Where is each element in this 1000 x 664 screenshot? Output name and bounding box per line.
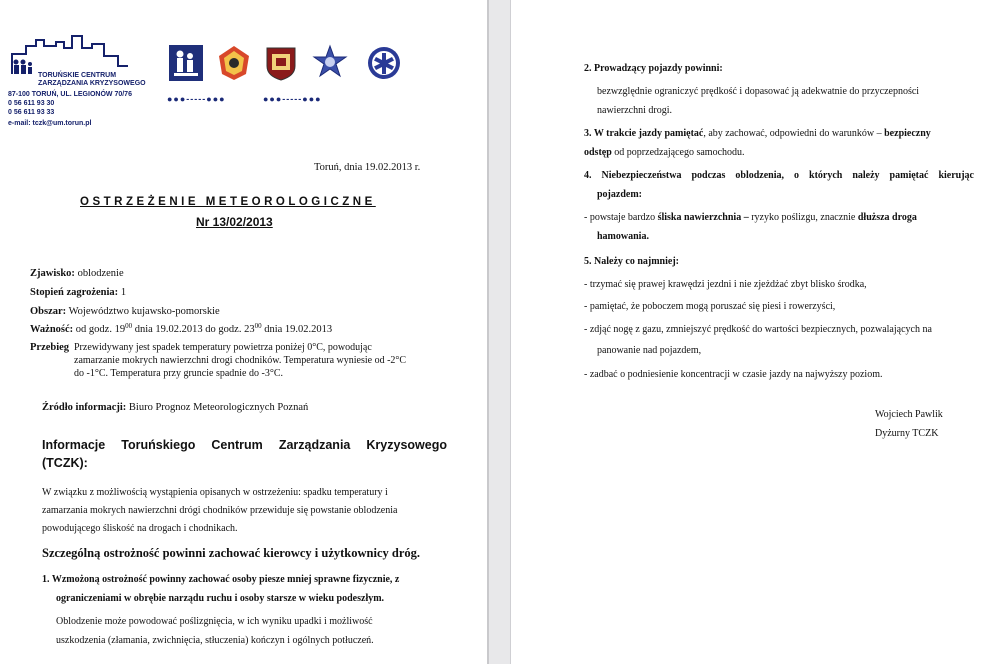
phenomenon-row <box>30 268 124 279</box>
item3-text: , aby zachować, odpowiedni do warunków – <box>703 128 882 139</box>
phone-1: 0 56 611 93 30 <box>8 100 55 107</box>
place-date: Toruń, dnia 19.02.2013 r. <box>314 162 421 173</box>
source-row <box>42 402 308 413</box>
decorative-dots-left: ●●●-----●●● <box>167 94 226 104</box>
item1-line-1: 1. Wzmożoną ostrożność powinny zachować osoby piesze mniej sprawne fizycznie, z <box>42 574 400 585</box>
caution-heading: Szczególną ostrożność powinni zachować kierowcy i użytkownicy dróg. <box>42 546 420 560</box>
area-row <box>30 306 220 317</box>
validity-to-date: dnia 19.02.2013 <box>264 324 333 335</box>
item3-bold-start: 3. W trakcie jazdy pamiętać <box>584 128 704 139</box>
level-label: Stopień zagrożenia: <box>30 287 119 298</box>
tczk-heading-abbrev: (TCZK): <box>42 456 88 470</box>
item2-line-1: bezwzględnie ograniczyć prędkość i dopasować ją adekwatnie do przyczepności <box>597 86 920 97</box>
phenomenon-value: oblodzenie <box>77 268 124 279</box>
item4-bullet-bold2: dłuższa droga <box>857 212 917 223</box>
address: 87-100 TORUŃ, UL. LEGIONÓW 70/76 <box>8 91 132 98</box>
item5-bullet-2: - pamiętać, że poboczem mogą poruszać się piesi i rowerzyści, <box>584 301 836 312</box>
ambulance-star-of-life-icon <box>366 44 402 82</box>
decorative-dots-right: ●●●-----●●● <box>263 94 322 104</box>
document-title: OSTRZEŻENIE METEOROLOGICZNE <box>80 196 376 208</box>
item4-bullet-bold1: śliska nawierzchnia – <box>657 212 749 223</box>
signature-role: Dyżurny TCZK <box>875 428 939 439</box>
document-number: Nr 13/02/2013 <box>196 215 273 229</box>
tczk-heading: Informacje Toruńskiego Centrum Zarządzania Kryzysowego <box>42 438 447 452</box>
item2-heading: 2. Prowadzący pojazdy powinni: <box>584 63 723 74</box>
course-label-text: Przebieg <box>30 342 70 353</box>
item3-bold-end: bezpieczny <box>884 128 931 139</box>
item2-line-2: nawierzchni drogi. <box>597 105 672 116</box>
item5-bullet-1: - trzymać się prawej krawędzi jezdni i nie zjeżdżać zbyt blisko środka, <box>584 279 867 290</box>
item4-line-2: pojazdem: <box>597 189 642 200</box>
course-line-3: do -1°C. Temperatura przy gruncie spadnie do -3°C. <box>74 368 283 379</box>
source-label: Źródło informacji: <box>42 402 127 413</box>
validity-from: od godz. 19 <box>75 324 126 335</box>
org-name <box>38 72 148 88</box>
page-gap <box>487 0 511 664</box>
item5-bullet-4: - zadbać o podniesienie koncentracji w czasie jazdy na najwyższy poziom. <box>584 369 883 380</box>
item1-para-line-1: Oblodzenie może powodować poślizgnięcia, w ich wyniku upadki i możliwość <box>56 616 373 627</box>
item5-bullet-3-line-1: - zdjąć nogę z gazu, zmniejszyć prędkość do wartości bezpiecznych, pozwalających na <box>584 324 932 335</box>
item3-line-2 <box>584 147 745 158</box>
item5-heading: 5. Należy co najmniej: <box>584 256 679 267</box>
fire-brigade-icon <box>216 44 252 82</box>
city-guard-icon <box>263 44 299 82</box>
item5-bullet-3-line-2: panowanie nad pojazdem, <box>597 345 702 356</box>
item4-bullet-line-1 <box>584 212 917 223</box>
family-care-icon <box>168 44 204 82</box>
para1-line-2: zamarzania mokrych nawierzchni drógi chodników przewiduje się powstanie oblodzenia <box>42 505 398 516</box>
item4-line-1: 4. Niebezpieczeństwa podczas oblodzenia, o których należy pamiętać kierując <box>584 170 974 181</box>
course-label <box>30 342 69 353</box>
email: e-mail: tczk@um.torun.pl <box>8 120 92 127</box>
course-line-1: Przewidywany jest spadek temperatury powietrza poniżej 0°C, powodując <box>74 342 372 353</box>
document-page-2 <box>511 0 1000 664</box>
phenomenon-label: Zjawisko: <box>30 268 75 279</box>
item4-bullet-line-2: hamowania. <box>597 231 649 242</box>
signature-name: Wojciech Pawlik <box>875 409 943 420</box>
phone-2: 0 56 611 93 33 <box>8 109 55 116</box>
document-page-1 <box>0 0 487 664</box>
level-value: 1 <box>120 287 127 298</box>
item1-line-2: ograniczeniami w obrębie narządu ruchu i osoby starsze w wieku podeszłym. <box>56 593 385 604</box>
para1-line-3: powodującego śliskość na drogach i chodnikach. <box>42 523 238 534</box>
validity-middle: dnia 19.02.2013 do godz. 23 <box>134 324 255 335</box>
item1-para-line-2: uszkodzenia (złamania, zwichnięcia, stłuczenia) kończyn i ogólnych potłuczeń. <box>56 635 374 646</box>
item3-line2-bold: odstęp <box>584 147 612 158</box>
police-star-icon <box>312 44 348 82</box>
level-row <box>30 287 126 298</box>
area-label: Obszar: <box>30 306 67 317</box>
area-value: Województwo kujawsko-pomorskie <box>68 306 220 317</box>
source-value: Biuro Prognoz Meteorologicznych Poznań <box>128 402 309 413</box>
validity-label: Ważność: <box>30 324 74 335</box>
para1-line-1: W związku z możliwością wystąpienia opisanych w ostrzeżeniu: spadku temperatury i <box>42 487 388 498</box>
org-name-line2: ZARZĄDZANIA KRYZYSOWEGO <box>38 80 146 87</box>
item3-line-1 <box>584 128 931 139</box>
validity-row <box>30 324 332 335</box>
item3-line2-text: od poprzedzającego samochodu. <box>614 147 745 158</box>
course-line-2: zamarzanie mokrych nawierzchni drogi chodników. Temperatura wyniesie od -2°C <box>74 355 407 366</box>
item4-bullet-mid: ryzyko poślizgu, znacznie <box>751 212 856 223</box>
tczk-logo <box>8 34 146 127</box>
item4-bullet-prefix: - powstaje bardzo <box>584 212 656 223</box>
validity-from-minutes: 00 <box>125 322 133 330</box>
validity-to-minutes: 00 <box>254 322 262 330</box>
org-name-line1: TORUŃSKIE CENTRUM <box>38 72 117 79</box>
